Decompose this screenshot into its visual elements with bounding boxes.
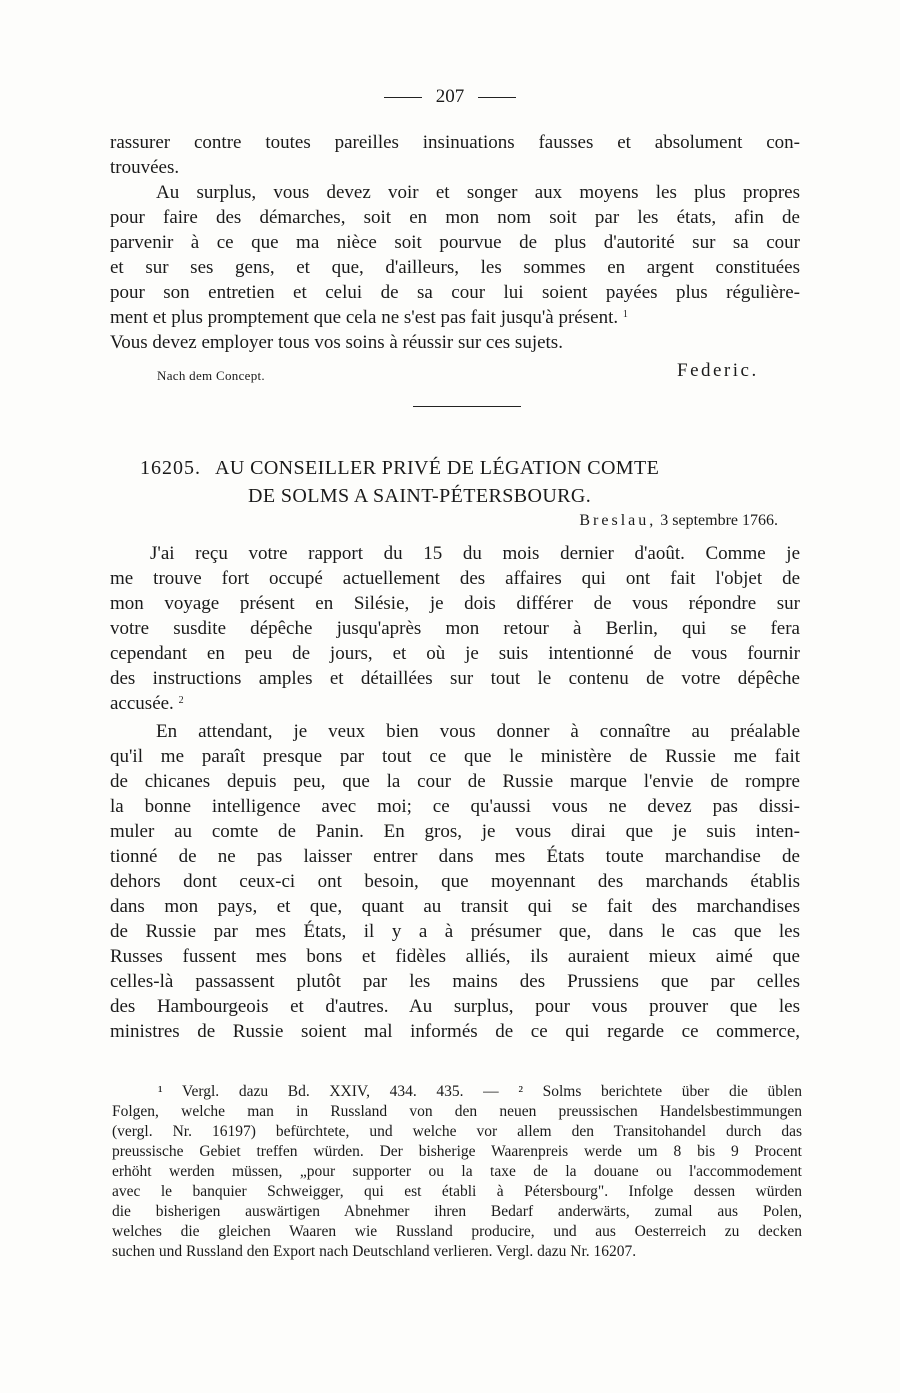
text-line: de chicanes depuis peu, que la cour de Russie marque l'envie de rompre bbox=[110, 771, 800, 792]
text-line: tionné de ne pas laisser entrer dans mes États toute marchandise de bbox=[110, 846, 800, 867]
text-line: pour faire des démarches, soit en mon nom soit par les états, afin de bbox=[110, 207, 800, 228]
text-line: et sur ses gens, et que, d'ailleurs, les sommes en argent constituées bbox=[110, 257, 800, 278]
text-line: des Hambourgeois et d'autres. Au surplus, pour vous prouver que les bbox=[110, 996, 800, 1017]
text-line: dehors dont ceux-ci ont besoin, que moyennant des marchands établis bbox=[110, 871, 800, 892]
footnote-line: die bisherigen auswärtigen Abnehmer ihren Bedarf anderwärts, zumal aus Polen, bbox=[112, 1203, 802, 1220]
text-line: rassurer contre toutes pareilles insinuations fausses et absolument con- bbox=[110, 132, 800, 153]
footnote-line: suchen und Russland den Export nach Deutschland verlieren. Vergl. dazu Nr. 16207. bbox=[112, 1243, 637, 1260]
text-fragment: ment et plus promptement que cela ne s'est pas fait jusqu'à présent. bbox=[110, 307, 619, 328]
signature: Federic. bbox=[677, 360, 759, 381]
text-line: En attendant, je veux bien vous donner à connaître au préalable bbox=[156, 721, 800, 742]
text-line: mon voyage présent en Silésie, je dois différer de vous répondre sur bbox=[110, 593, 800, 614]
text-line: cependant en peu de jours, et où je suis intentionné de vous fournir bbox=[110, 643, 800, 664]
text-line: pour son entretien et celui de sa cour lui soient payées plus régulière- bbox=[110, 282, 800, 303]
body-text-top bbox=[110, 130, 800, 355]
text-line: Russes fussent mes bons et fidèles alliés, ils auraient mieux aimé que bbox=[110, 946, 800, 967]
footnote-line: preussische Gebiet treffen würden. Der bisherige Waarenpreis werde um 8 bis 9 Procent bbox=[112, 1143, 802, 1160]
footnotes bbox=[112, 1082, 802, 1262]
dateline-date: 3 septembre 1766. bbox=[660, 512, 778, 529]
header-dash-right bbox=[478, 97, 516, 98]
footnote-line: (vergl. Nr. 16197) befürchtete, und welche vor allem den Transitohandel durch das bbox=[112, 1123, 802, 1140]
footnote-line: avec le banquier Schweigger, qui est établi à Pétersbourg". Infolge dessen würden bbox=[112, 1183, 802, 1200]
header-dash-left bbox=[384, 97, 422, 98]
text-line: J'ai reçu votre rapport du 15 du mois dernier d'août. Comme je bbox=[150, 543, 800, 564]
text-line bbox=[110, 691, 800, 716]
text-line bbox=[110, 305, 800, 330]
text-line: qu'il me paraît presque par tout ce que le ministère de Russie me fait bbox=[110, 746, 800, 767]
text-line: Vous devez employer tous vos soins à réussir sur ces sujets. bbox=[110, 332, 563, 353]
text-line: de Russie par mes États, il y a à présumer que, dans le cas que les bbox=[110, 921, 800, 942]
letter-number: 16205. bbox=[140, 457, 201, 479]
text-line: la bonne intelligence avec moi; ce qu'aussi vous ne devez pas dissi- bbox=[110, 796, 800, 817]
source-note: Nach dem Concept. bbox=[157, 368, 265, 383]
letter-paragraph-2 bbox=[110, 719, 800, 1044]
text-line: trouvées. bbox=[110, 157, 180, 178]
footnote-marker: 1 bbox=[622, 309, 628, 320]
footnote-line: Folgen, welche man in Russland von den neuen preussischen Handelsbestimmungen bbox=[112, 1103, 802, 1120]
text-line: ministres de Russie soient mal informés de ce qui regarde ce commerce, bbox=[110, 1021, 800, 1042]
dateline-place: Breslau, bbox=[579, 512, 657, 529]
page-header bbox=[0, 86, 900, 108]
footnote-line: ¹ Vergl. dazu Bd. XXIV, 434. 435. — ² Solms berichtete über die üblen bbox=[158, 1083, 802, 1100]
heading-line: DE SOLMS A SAINT-PÉTERSBOURG. bbox=[248, 485, 592, 507]
text-line: votre susdite dépêche jusqu'après mon retour à Berlin, qui se fera bbox=[110, 618, 800, 639]
page-number: 207 bbox=[435, 86, 465, 107]
footnote-line: erhöht werden müssen, „pour supporter ou la taxe de la douane ou l'accommodement bbox=[112, 1163, 802, 1180]
dateline bbox=[579, 512, 778, 530]
text-line: celles-là passassent plutôt par les mains des Prussiens que par celles bbox=[110, 971, 800, 992]
text-line: des instructions amples et détaillées sur tout le contenu de votre dépêche bbox=[110, 668, 800, 689]
heading-line: AU CONSEILLER PRIVÉ DE LÉGATION COMTE bbox=[215, 457, 660, 479]
footnote-line: welches die gleichen Waaren wie Russland producire, und aus Oesterreich zu decken bbox=[112, 1223, 802, 1240]
text-line: parvenir à ce que ma nièce soit pourvue de plus d'autorité sur sa cour bbox=[110, 232, 800, 253]
letter-heading bbox=[140, 454, 780, 510]
text-fragment: accusée. bbox=[110, 693, 174, 714]
text-line: me trouve fort occupé actuellement des affaires qui ont fait l'objet de bbox=[110, 568, 800, 589]
text-line: Au surplus, vous devez voir et songer aux moyens les plus propres bbox=[156, 182, 800, 203]
footnote-marker: 2 bbox=[178, 695, 184, 706]
section-divider bbox=[413, 406, 521, 407]
letter-paragraph-1 bbox=[110, 541, 800, 716]
text-line: muler au comte de Panin. En gros, je vous dirai que je suis inten- bbox=[110, 821, 800, 842]
text-line: dans mon pays, et que, quant au transit qui se fait des marchandises bbox=[110, 896, 800, 917]
